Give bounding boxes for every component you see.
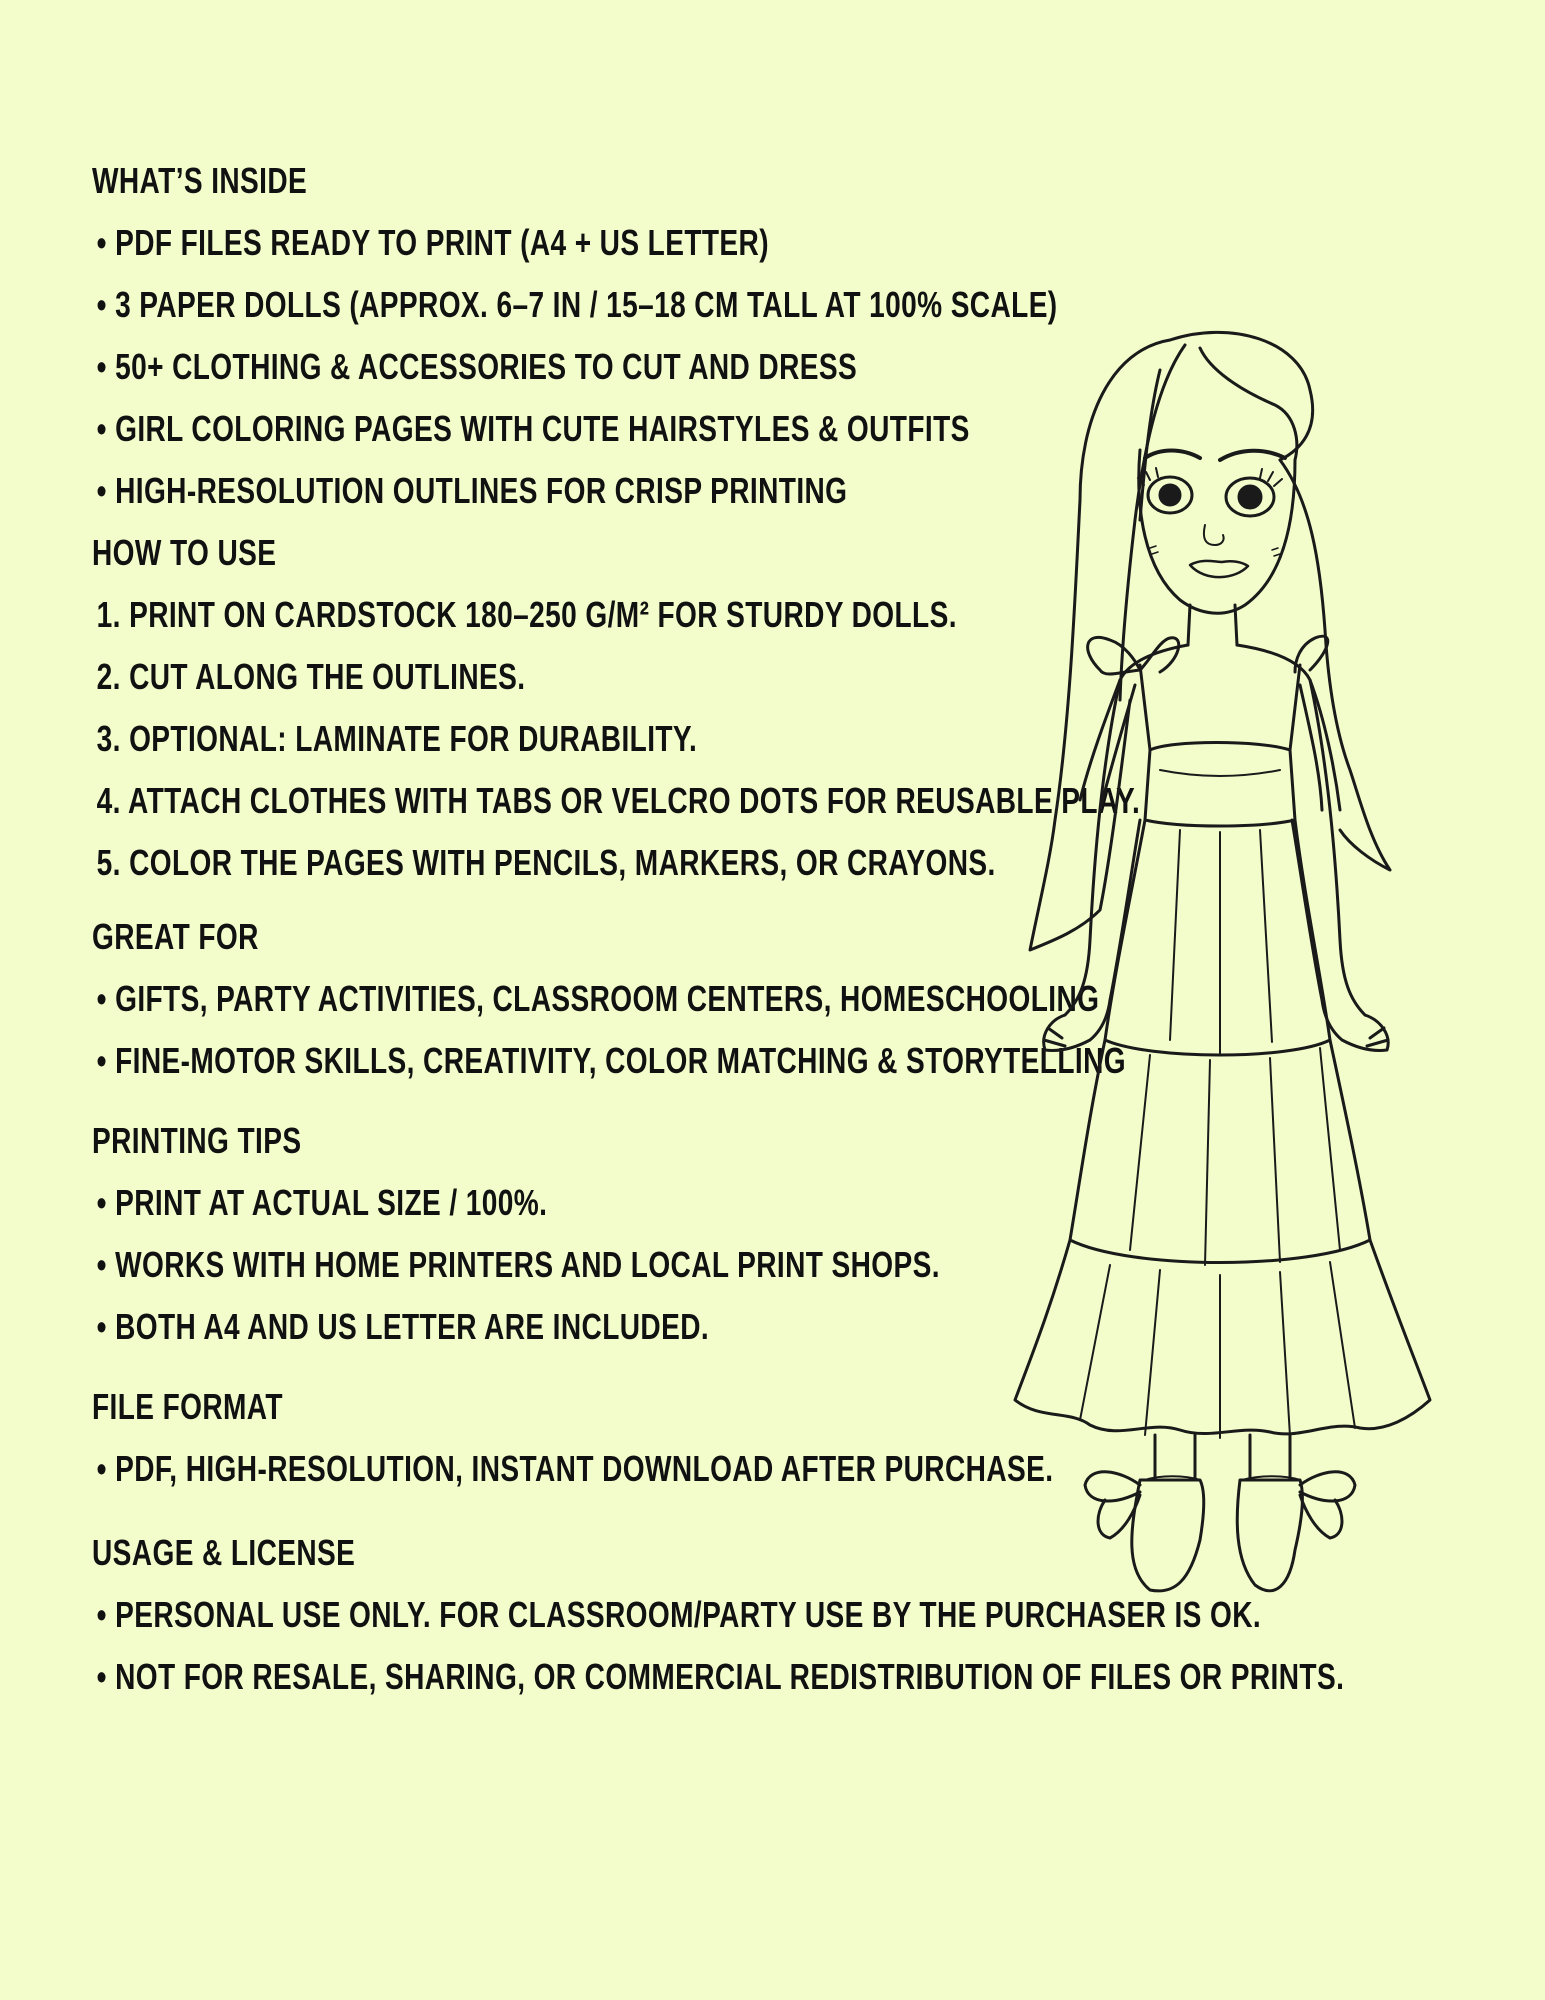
list-item: 4. ATTACH CLOTHES WITH TABS OR VELCRO DOTS FOR REUSABLE PLAY. <box>96 780 1141 821</box>
list-item: • FINE-MOTOR SKILLS, CREATIVITY, COLOR MATCHING & STORYTELLING <box>96 1040 1126 1081</box>
section-heading: HOW TO USE <box>92 532 277 573</box>
list-item: • PRINT AT ACTUAL SIZE / 100%. <box>96 1182 548 1223</box>
list-item: • PDF, HIGH-RESOLUTION, INSTANT DOWNLOAD AFTER PURCHASE. <box>96 1448 1054 1489</box>
list-item: • HIGH-RESOLUTION OUTLINES FOR CRISP PRINTING <box>96 470 848 511</box>
list-item: • NOT FOR RESALE, SHARING, OR COMMERCIAL REDISTRIBUTION OF FILES OR PRINTS. <box>96 1656 1345 1697</box>
list-item: • GIRL COLORING PAGES WITH CUTE HAIRSTYLES & OUTFITS <box>96 408 970 449</box>
section-heading: PRINTING TIPS <box>92 1120 302 1161</box>
list-item: • PERSONAL USE ONLY. FOR CLASSROOM/PARTY USE BY THE PURCHASER IS OK. <box>96 1594 1262 1635</box>
list-item: 2. CUT ALONG THE OUTLINES. <box>96 656 526 697</box>
list-item: 3. OPTIONAL: LAMINATE FOR DURABILITY. <box>96 718 698 759</box>
list-item: 5. COLOR THE PAGES WITH PENCILS, MARKERS, OR CRAYONS. <box>96 842 996 883</box>
section-heading: WHAT’S INSIDE <box>92 160 308 201</box>
list-item: • WORKS WITH HOME PRINTERS AND LOCAL PRINT SHOPS. <box>96 1244 940 1285</box>
list-item: • BOTH A4 AND US LETTER ARE INCLUDED. <box>96 1306 710 1347</box>
list-item: • GIFTS, PARTY ACTIVITIES, CLASSROOM CENTERS, HOMESCHOOLING <box>96 978 1100 1019</box>
section-heading: FILE FORMAT <box>92 1386 283 1427</box>
list-item: 1. PRINT ON CARDSTOCK 180–250 G/M² FOR STURDY DOLLS. <box>96 594 957 635</box>
list-item: • 3 PAPER DOLLS (APPROX. 6–7 IN / 15–18 CM TALL AT 100% SCALE) <box>96 284 1058 325</box>
paper-doll-illustration <box>1010 300 1450 1600</box>
section-heading: GREAT FOR <box>92 916 259 957</box>
section-heading: USAGE & LICENSE <box>92 1532 356 1573</box>
list-item: • PDF FILES READY TO PRINT (A4 + US LETTER) <box>96 222 769 263</box>
list-item: • 50+ CLOTHING & ACCESSORIES TO CUT AND DRESS <box>96 346 858 387</box>
